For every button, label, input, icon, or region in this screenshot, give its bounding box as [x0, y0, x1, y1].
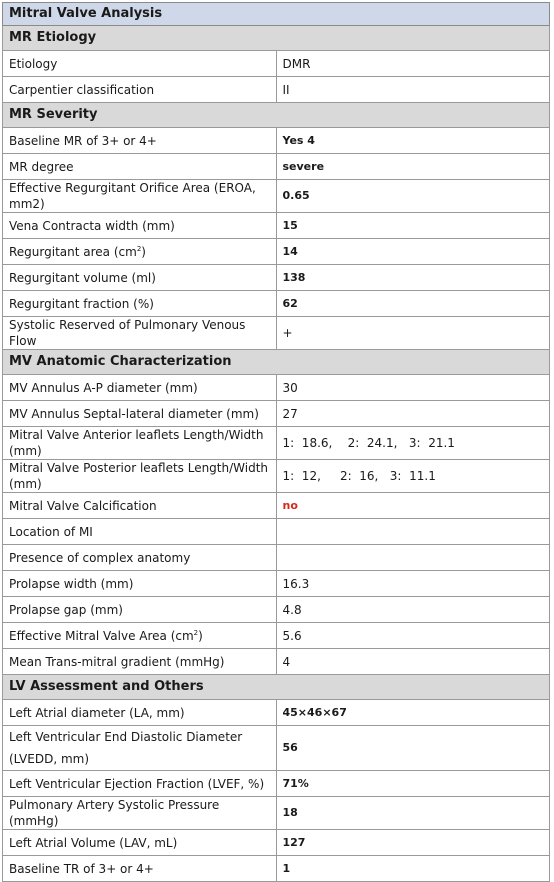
row-label: Regurgitant fraction (%)	[9, 296, 154, 311]
row-label: Mitral Valve Calcification	[9, 498, 157, 513]
row-label: Regurgitant area (cm	[9, 244, 137, 259]
row-label-cell	[3, 213, 277, 239]
row-label-cell	[3, 128, 277, 154]
row-label: Left Ventricular End Diastolic Diameter (LVEDD, mm)	[9, 730, 243, 766]
row-label-cell	[3, 597, 277, 623]
row-label-cell	[3, 460, 277, 493]
row-label-cell	[3, 519, 277, 545]
table-row	[3, 726, 550, 771]
row-value: +	[276, 317, 550, 350]
row-value: 62	[276, 291, 550, 317]
row-label-tail: )	[198, 628, 203, 643]
analysis-table-body	[3, 3, 550, 882]
row-label: Prolapse gap (mm)	[9, 602, 123, 617]
row-value: severe	[276, 154, 550, 180]
table-row	[3, 291, 550, 317]
row-label-cell	[3, 771, 277, 797]
row-label: MR degree	[9, 159, 74, 174]
row-value: II	[276, 77, 550, 103]
row-label: Baseline MR of 3+ or 4+	[9, 133, 157, 148]
row-label-cell	[3, 856, 277, 882]
row-label: Mitral Valve Posterior leaflets Length/Width (mm)	[9, 461, 269, 491]
table-row	[3, 856, 550, 882]
table-row	[3, 239, 550, 265]
row-label-cell	[3, 830, 277, 856]
row-value: 127	[276, 830, 550, 856]
row-value: 0.65	[276, 180, 550, 213]
row-label: MV Annulus A-P diameter (mm)	[9, 380, 198, 395]
section-heading: LV Assessment and Others	[3, 675, 550, 700]
section-heading: MV Anatomic Characterization	[3, 350, 550, 375]
row-value: Yes 4	[276, 128, 550, 154]
section-header-row	[3, 103, 550, 128]
row-value: 45×46×67	[276, 700, 550, 726]
row-value: 14	[276, 239, 550, 265]
analysis-table	[2, 2, 550, 882]
row-label-cell	[3, 180, 277, 213]
table-row	[3, 265, 550, 291]
table-row	[3, 830, 550, 856]
row-label-cell	[3, 797, 277, 830]
row-value: 27	[276, 401, 550, 427]
row-value	[276, 545, 550, 571]
row-label: Presence of complex anatomy	[9, 550, 191, 565]
section-heading: MR Severity	[3, 103, 550, 128]
row-value: 5.6	[276, 623, 550, 649]
row-label-cell	[3, 265, 277, 291]
table-row	[3, 700, 550, 726]
row-value	[276, 519, 550, 545]
row-label-cell	[3, 77, 277, 103]
row-label-cell	[3, 239, 277, 265]
row-label: Systolic Reserved of Pulmonary Venous Flow	[9, 318, 246, 348]
table-row	[3, 460, 550, 493]
row-value: 30	[276, 375, 550, 401]
row-label: Mitral Valve Anterior leaflets Length/Width (mm)	[9, 428, 264, 458]
row-label: Left Atrial Volume (LAV, mL)	[9, 835, 178, 850]
table-title: Mitral Valve Analysis	[3, 3, 550, 26]
table-row	[3, 154, 550, 180]
table-row	[3, 180, 550, 213]
table-row	[3, 51, 550, 77]
row-label: Regurgitant volume (ml)	[9, 270, 156, 285]
section-header-row	[3, 350, 550, 375]
unit-superscript: 2	[193, 628, 199, 637]
table-row	[3, 128, 550, 154]
row-label: Left Atrial diameter (LA, mm)	[9, 705, 185, 720]
row-value: DMR	[276, 51, 550, 77]
row-value: 1: 18.6, 2: 24.1, 3: 21.1	[276, 427, 550, 460]
table-title-row	[3, 3, 550, 26]
row-label-cell	[3, 545, 277, 571]
table-row	[3, 317, 550, 350]
table-row	[3, 571, 550, 597]
row-label: Location of MI	[9, 524, 93, 539]
row-label: Effective Mitral Valve Area (cm	[9, 628, 194, 643]
row-value: 138	[276, 265, 550, 291]
row-label-cell	[3, 427, 277, 460]
row-label: Left Ventricular Ejection Fraction (LVEF, %)	[9, 776, 265, 791]
row-label-cell	[3, 649, 277, 675]
row-label-cell	[3, 571, 277, 597]
row-value: 18	[276, 797, 550, 830]
section-header-row	[3, 675, 550, 700]
row-value: 16.3	[276, 571, 550, 597]
row-value: no	[276, 493, 550, 519]
row-label-cell	[3, 493, 277, 519]
table-row	[3, 519, 550, 545]
table-row	[3, 375, 550, 401]
table-row	[3, 797, 550, 830]
table-row	[3, 649, 550, 675]
unit-superscript: 2	[136, 244, 142, 253]
table-row	[3, 427, 550, 460]
row-label-tail: )	[141, 244, 146, 259]
row-label-cell	[3, 291, 277, 317]
row-value: 4.8	[276, 597, 550, 623]
table-row	[3, 771, 550, 797]
row-label-cell	[3, 51, 277, 77]
row-value: 15	[276, 213, 550, 239]
row-label-cell	[3, 375, 277, 401]
row-label-cell	[3, 623, 277, 649]
table-row	[3, 493, 550, 519]
row-value: 56	[276, 726, 550, 771]
table-row	[3, 545, 550, 571]
row-label-cell	[3, 700, 277, 726]
row-label-cell	[3, 317, 277, 350]
row-label: Mean Trans-mitral gradient (mmHg)	[9, 654, 225, 669]
row-value: 1: 12, 2: 16, 3: 11.1	[276, 460, 550, 493]
row-value: 71%	[276, 771, 550, 797]
table-row	[3, 213, 550, 239]
row-label: Baseline TR of 3+ or 4+	[9, 861, 154, 876]
row-label: Prolapse width (mm)	[9, 576, 134, 591]
row-label-cell	[3, 726, 277, 771]
table-row	[3, 597, 550, 623]
mitral-valve-analysis-sheet	[2, 2, 550, 882]
section-heading: MR Etiology	[3, 26, 550, 51]
row-value: 4	[276, 649, 550, 675]
row-label: MV Annulus Septal-lateral diameter (mm)	[9, 406, 259, 421]
table-row	[3, 77, 550, 103]
row-label-cell	[3, 401, 277, 427]
table-row	[3, 623, 550, 649]
row-label: Pulmonary Artery Systolic Pressure (mmHg)	[9, 798, 220, 828]
row-label: Vena Contracta width (mm)	[9, 218, 175, 233]
section-header-row	[3, 26, 550, 51]
row-label-cell	[3, 154, 277, 180]
table-row	[3, 401, 550, 427]
row-label: Etiology	[9, 56, 58, 71]
row-label: Effective Regurgitant Orifice Area (EROA, mm2)	[9, 181, 256, 211]
row-value: 1	[276, 856, 550, 882]
row-label: Carpentier classification	[9, 82, 155, 97]
